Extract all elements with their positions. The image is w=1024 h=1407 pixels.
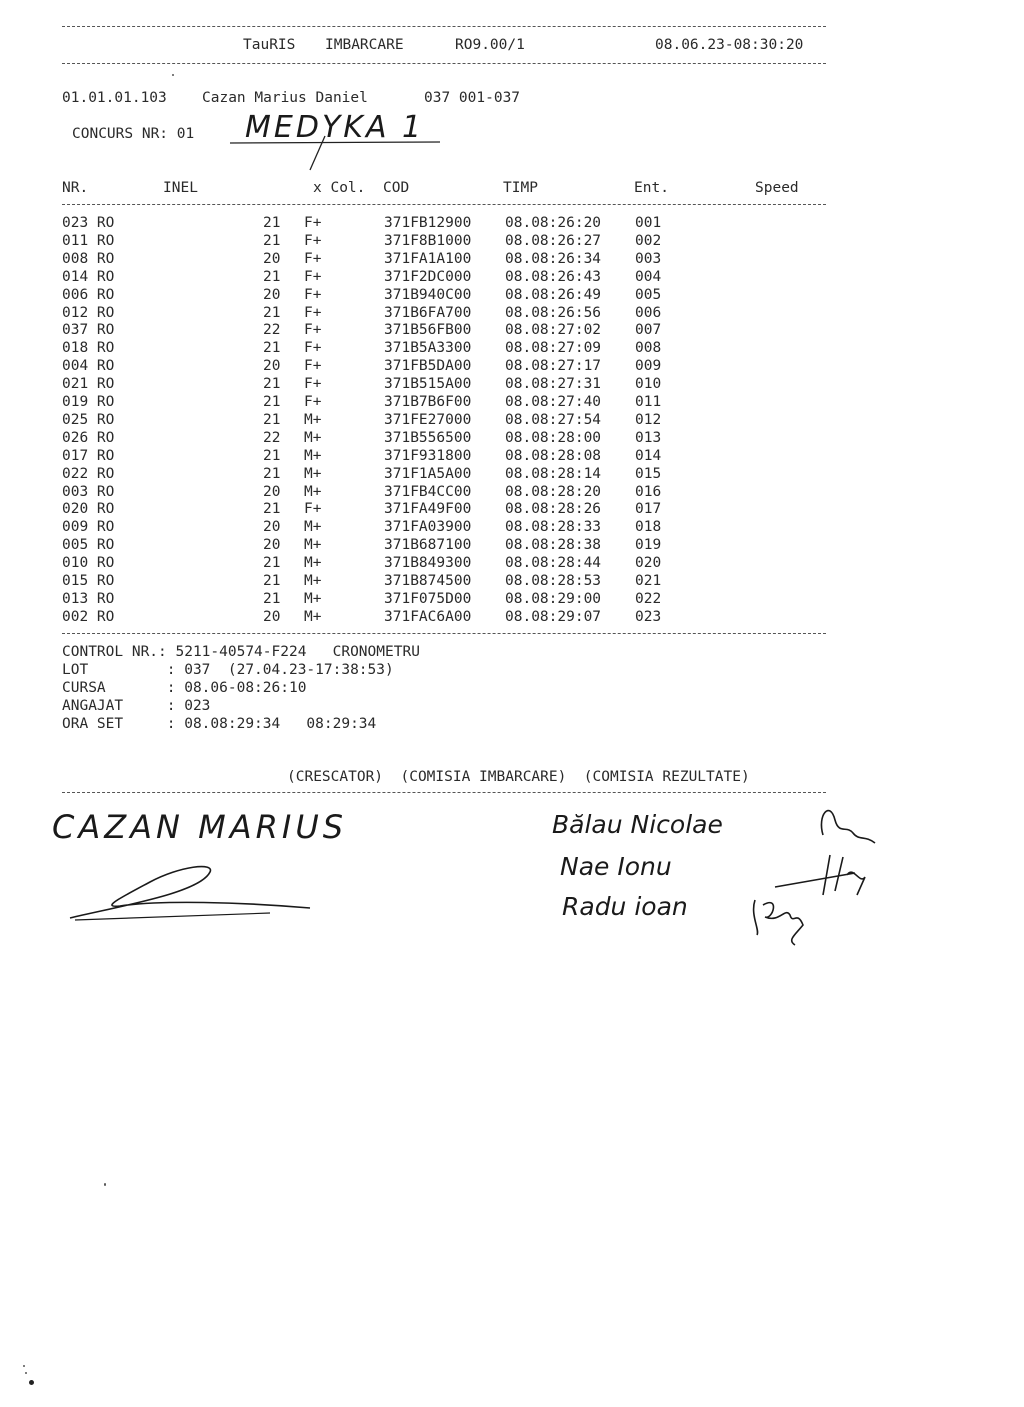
- cell-col: M+: [304, 519, 322, 536]
- cell-cod: 371F2DC000: [384, 268, 472, 285]
- col-header-timp: TIMP: [503, 180, 538, 196]
- cell-timp: 08.08:27:02: [505, 322, 602, 339]
- cell-ent: 021: [635, 573, 662, 589]
- cell-yr: 22: [263, 322, 281, 339]
- cell-yr: 21: [263, 268, 281, 285]
- cell-cod: 371B940C00: [384, 286, 472, 303]
- cell-cod: 371B515A00: [384, 376, 472, 393]
- cell-cod: 371FB4CC00: [384, 483, 472, 500]
- cell-nr: 025 RO: [62, 411, 115, 428]
- cell-col: M+: [304, 537, 322, 554]
- cell-yr: 20: [263, 483, 281, 500]
- cell-nr: 018 RO: [62, 340, 115, 357]
- ora-set-line: ORA SET : 08.08:29:34 08:29:34: [62, 716, 377, 732]
- cell-yr: 21: [263, 411, 281, 428]
- cell-timp: 08.08:28:08: [505, 447, 602, 464]
- scan-speck: [172, 74, 174, 76]
- cell-cod: 371FB12900: [384, 215, 472, 231]
- concurs-label: CONCURS NR: 01: [72, 126, 195, 142]
- cell-col: F+: [304, 304, 322, 321]
- cell-nr: 003 RO: [62, 483, 115, 500]
- cell-timp: 08.08:26:49: [505, 286, 602, 303]
- col-header-speed: Speed: [755, 180, 799, 196]
- app-name: TauRIS: [243, 37, 296, 53]
- cell-timp: 08.08:27:54: [505, 411, 602, 428]
- cell-yr: 21: [263, 394, 281, 410]
- cell-timp: 08.08:29:00: [505, 590, 602, 607]
- cell-ent: 017: [635, 501, 662, 518]
- cell-cod: 371FA1A100: [384, 250, 472, 267]
- cell-yr: 21: [263, 304, 281, 321]
- cell-timp: 08.08:27:40: [505, 394, 602, 410]
- cell-yr: 21: [263, 447, 281, 464]
- roles-dashed-rule: [62, 792, 826, 793]
- cell-ent: 011: [635, 394, 662, 410]
- cell-col: F+: [304, 358, 322, 375]
- cell-ent: 007: [635, 322, 662, 339]
- cell-timp: 08.08:28:44: [505, 555, 602, 572]
- cell-timp: 08.08:28:53: [505, 573, 602, 589]
- cell-nr: 026 RO: [62, 429, 115, 446]
- columns-dashed-rule: [62, 204, 826, 205]
- cell-ent: 019: [635, 537, 662, 554]
- top-dashed-rule: [62, 26, 826, 27]
- cell-col: M+: [304, 573, 322, 589]
- document-title: IMBARCARE: [325, 37, 404, 53]
- cell-timp: 08.08:28:20: [505, 483, 602, 500]
- cell-nr: 019 RO: [62, 394, 115, 410]
- cell-col: F+: [304, 286, 322, 303]
- cell-nr: 011 RO: [62, 232, 115, 249]
- cell-col: M+: [304, 429, 322, 446]
- cell-col: F+: [304, 501, 322, 518]
- cell-timp: 08.08:28:00: [505, 429, 602, 446]
- cell-yr: 21: [263, 555, 281, 572]
- crescator-signature: [60, 858, 330, 928]
- cell-cod: 371B556500: [384, 429, 472, 446]
- cell-timp: 08.08:27:09: [505, 340, 602, 357]
- cell-yr: 20: [263, 286, 281, 303]
- cell-cod: 371B6FA700: [384, 304, 472, 321]
- cell-timp: 08.08:26:27: [505, 232, 602, 249]
- cell-cod: 371F8B1000: [384, 232, 472, 249]
- cell-yr: 21: [263, 573, 281, 589]
- cell-timp: 08.08:28:33: [505, 519, 602, 536]
- print-datetime: 08.06.23-08:30:20: [655, 37, 804, 53]
- cell-col: M+: [304, 590, 322, 607]
- cell-ent: 022: [635, 590, 662, 607]
- cell-nr: 008 RO: [62, 250, 115, 267]
- commission-member-1: Bălau Nicolae: [552, 810, 723, 839]
- cell-col: F+: [304, 322, 322, 339]
- header-dashed-rule: [62, 63, 826, 64]
- scan-speck: [25, 1372, 27, 1374]
- cell-timp: 08.08:26:56: [505, 304, 602, 321]
- cell-col: F+: [304, 268, 322, 285]
- cell-ent: 009: [635, 358, 662, 375]
- cell-nr: 037 RO: [62, 322, 115, 339]
- cell-nr: 023 RO: [62, 215, 115, 231]
- concurs-handwritten-name: MEDYKA 1: [245, 110, 425, 145]
- col-header-ent: Ent.: [634, 180, 669, 196]
- cell-ent: 010: [635, 376, 662, 393]
- cell-col: F+: [304, 250, 322, 267]
- cell-cod: 371B849300: [384, 555, 472, 572]
- scan-speck: [23, 1365, 25, 1367]
- cell-timp: 08.08:26:43: [505, 268, 602, 285]
- cell-col: M+: [304, 555, 322, 572]
- scan-speck: [104, 1183, 106, 1186]
- cell-ent: 020: [635, 555, 662, 572]
- cell-yr: 20: [263, 519, 281, 536]
- cell-cod: 371B56FB00: [384, 322, 472, 339]
- col-header-inel: INEL: [163, 180, 198, 196]
- cell-nr: 005 RO: [62, 537, 115, 554]
- cell-ent: 012: [635, 411, 662, 428]
- cell-col: F+: [304, 394, 322, 410]
- owner-name: Cazan Marius Daniel: [202, 90, 368, 106]
- cell-col: F+: [304, 232, 322, 249]
- cell-cod: 371B5A3300: [384, 340, 472, 357]
- cell-yr: 20: [263, 250, 281, 267]
- cell-yr: 20: [263, 537, 281, 554]
- cell-ent: 018: [635, 519, 662, 536]
- cell-col: M+: [304, 483, 322, 500]
- col-header-nr: NR.: [62, 180, 89, 196]
- cell-cod: 371B874500: [384, 573, 472, 589]
- cell-cod: 371F931800: [384, 447, 472, 464]
- cursa-line: CURSA : 08.06-08:26:10: [62, 680, 307, 696]
- cell-ent: 023: [635, 608, 662, 625]
- cell-ent: 006: [635, 304, 662, 321]
- cell-nr: 010 RO: [62, 555, 115, 572]
- cell-ent: 014: [635, 447, 662, 464]
- cell-ent: 004: [635, 268, 662, 285]
- cell-timp: 08.08:28:38: [505, 537, 602, 554]
- cell-nr: 017 RO: [62, 447, 115, 464]
- cell-cod: 371FE27000: [384, 411, 472, 428]
- cell-cod: 371B687100: [384, 537, 472, 554]
- cell-cod: 371F075D00: [384, 590, 472, 607]
- cell-yr: 20: [263, 608, 281, 625]
- cell-ent: 003: [635, 250, 662, 267]
- cell-cod: 371FAC6A00: [384, 608, 472, 625]
- commission-member-3: Radu ioan: [562, 892, 688, 921]
- signature-roles: (CRESCATOR) (COMISIA IMBARCARE) (COMISIA REZULTATE): [287, 769, 750, 785]
- cell-cod: 371FA49F00: [384, 501, 472, 518]
- cell-timp: 08.08:29:07: [505, 608, 602, 625]
- cell-nr: 021 RO: [62, 376, 115, 393]
- cell-ent: 016: [635, 483, 662, 500]
- cell-nr: 013 RO: [62, 590, 115, 607]
- cell-yr: 20: [263, 358, 281, 375]
- scan-speck: [29, 1380, 34, 1385]
- cell-yr: 22: [263, 429, 281, 446]
- col-header-cod: COD: [383, 180, 410, 196]
- cell-col: F+: [304, 376, 322, 393]
- cell-timp: 08.08:27:31: [505, 376, 602, 393]
- cell-timp: 08.08:28:14: [505, 465, 602, 482]
- cell-col: M+: [304, 608, 322, 625]
- cell-col: F+: [304, 340, 322, 357]
- cell-ent: 002: [635, 232, 662, 249]
- cell-timp: 08.08:26:34: [505, 250, 602, 267]
- cell-timp: 08.08:27:17: [505, 358, 602, 375]
- concurs-underline-scribble: [225, 130, 455, 180]
- results-table: [0, 215, 1024, 635]
- cell-ent: 001: [635, 215, 662, 231]
- angajat-line: ANGAJAT : 023: [62, 698, 211, 714]
- cell-yr: 21: [263, 501, 281, 518]
- cell-yr: 21: [263, 465, 281, 482]
- cell-yr: 21: [263, 215, 281, 231]
- cell-cod: 371FA03900: [384, 519, 472, 536]
- commission-member-2: Nae Ionu: [560, 852, 672, 881]
- cell-cod: 371FB5DA00: [384, 358, 472, 375]
- cell-nr: 004 RO: [62, 358, 115, 375]
- cell-yr: 21: [263, 340, 281, 357]
- cell-cod: 371F1A5A00: [384, 465, 472, 482]
- cell-yr: 21: [263, 376, 281, 393]
- cell-nr: 009 RO: [62, 519, 115, 536]
- cell-yr: 21: [263, 232, 281, 249]
- lot-line: LOT : 037 (27.04.23-17:38:53): [62, 662, 394, 678]
- cell-nr: 015 RO: [62, 573, 115, 589]
- cell-nr: 002 RO: [62, 608, 115, 625]
- control-line: CONTROL NR.: 5211-40574-F224 CRONOMETRU: [62, 644, 420, 660]
- cell-timp: 08.08:26:20: [505, 215, 602, 231]
- commission-signatures: [735, 795, 895, 955]
- cell-col: M+: [304, 447, 322, 464]
- cell-timp: 08.08:28:26: [505, 501, 602, 518]
- cell-col: F+: [304, 215, 322, 231]
- col-header-col: x Col.: [313, 180, 366, 196]
- cell-ent: 008: [635, 340, 662, 357]
- cell-cod: 371B7B6F00: [384, 394, 472, 410]
- cell-nr: 006 RO: [62, 286, 115, 303]
- cell-nr: 012 RO: [62, 304, 115, 321]
- cell-yr: 21: [263, 590, 281, 607]
- crescator-handwritten-name: CAZAN MARIUS: [52, 808, 348, 846]
- cell-col: M+: [304, 411, 322, 428]
- cell-ent: 015: [635, 465, 662, 482]
- cell-ent: 005: [635, 286, 662, 303]
- cell-nr: 014 RO: [62, 268, 115, 285]
- cell-nr: 022 RO: [62, 465, 115, 482]
- cell-nr: 020 RO: [62, 501, 115, 518]
- document-code: RO9.00/1: [455, 37, 525, 53]
- table-bottom-dashed-rule: [62, 633, 826, 634]
- owner-id: 01.01.01.103: [62, 90, 167, 106]
- owner-range: 037 001-037: [424, 90, 521, 106]
- cell-col: M+: [304, 465, 322, 482]
- cell-ent: 013: [635, 429, 662, 446]
